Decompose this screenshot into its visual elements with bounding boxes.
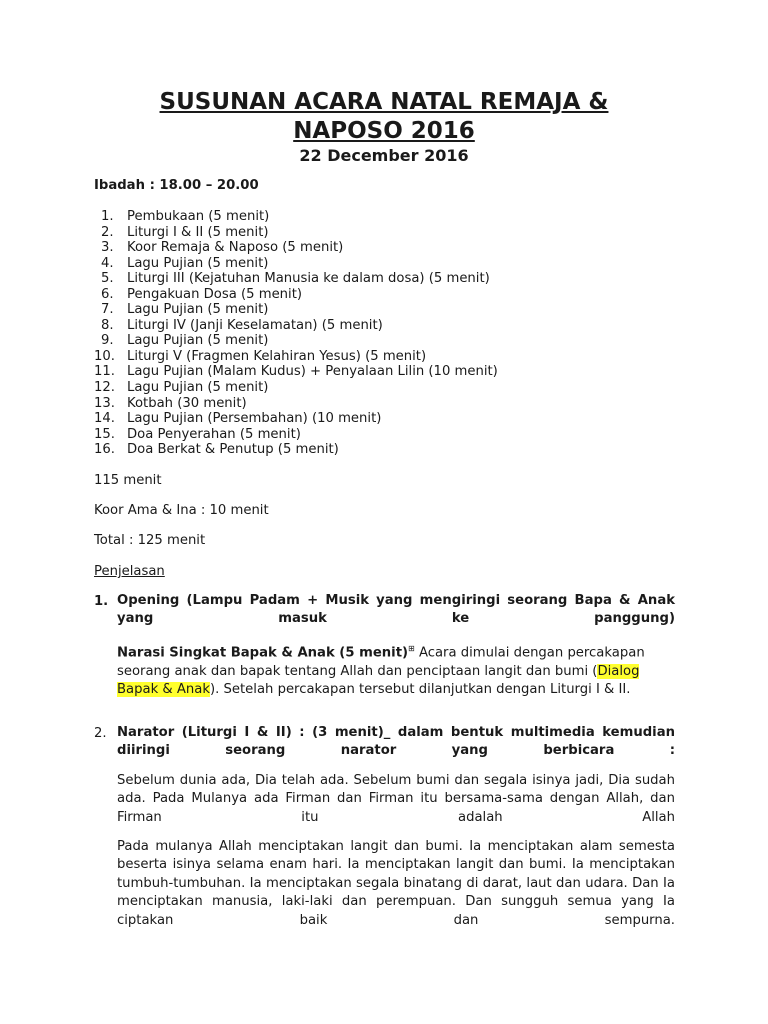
section1-number: 1.	[94, 594, 109, 609]
agenda-item-text: Liturgi III (Kejatuhan Manusia ke dalam dosa) (5 menit)	[127, 271, 490, 287]
agenda-item	[94, 302, 498, 318]
agenda-item-text: Kotbah (30 menit)	[127, 395, 247, 411]
agenda-item-text: Liturgi V (Fragmen Kelahiran Yesus) (5 menit)	[127, 348, 427, 364]
agenda-item-number: 6.	[101, 286, 114, 302]
agenda-item-text: Liturgi I & II (5 menit)	[127, 224, 269, 240]
agenda-list	[94, 209, 498, 458]
agenda-item	[94, 333, 498, 349]
agenda-item-text: Lagu Pujian (5 menit)	[127, 380, 269, 396]
section2-para-1-text: Sebelum dunia ada, Dia telah ada. Sebelum bumi dan segala isinya jadi, Dia sudah ada. Pada Mulanya ada Firman dan Firman itu bersama-sama dengan Allah, dan Firman itu adalah Allah	[117, 773, 675, 825]
agenda-item-text: Doa Penyerahan (5 menit)	[127, 426, 301, 442]
agenda-item-text: Lagu Pujian (Persembahan) (10 menit)	[127, 411, 382, 427]
agenda-item	[94, 225, 498, 241]
narasi-highlight: Dialog Bapak & Anak	[117, 663, 640, 698]
agenda-item	[94, 427, 498, 443]
section2-heading-a: Narator (Liturgi I & II) : (3 menit)	[117, 725, 384, 740]
subtotal-text: 115 menit	[94, 473, 162, 488]
narasi-text-b: ). Setelah percakapan tersebut dilanjutkan dengan Liturgi I & II.	[209, 682, 631, 698]
agenda-item	[94, 380, 498, 396]
section2-heading-b: dalam bentuk multimedia kemudian diiringi seorang narator yang berbicara :	[117, 725, 675, 759]
section2-para-1	[117, 772, 675, 827]
agenda-item-number: 13.	[94, 395, 115, 411]
agenda-item-text: Lagu Pujian (Malam Kudus) + Penyalaan Lilin (10 menit)	[127, 364, 498, 380]
document-title-line-1: SUSUNAN ACARA NATAL REMAJA &	[159, 89, 609, 115]
agenda-item-number: 4.	[101, 255, 114, 271]
section1-heading	[117, 592, 675, 629]
koor-text: Koor Ama & Ina : 10 menit	[94, 503, 269, 518]
agenda-item-number: 7.	[101, 302, 114, 318]
section1-heading-text: Opening (Lampu Padam + Musik yang mengiringi seorang Bapa & Anak yang masuk ke panggung)	[117, 593, 675, 627]
agenda-item-number: 3.	[101, 240, 114, 256]
total-text: Total : 125 menit	[94, 533, 206, 548]
agenda-item-text: Doa Berkat & Penutup (5 menit)	[127, 442, 339, 458]
agenda-item	[94, 318, 498, 334]
agenda-item-number: 14.	[94, 411, 115, 427]
agenda-item-number: 11.	[94, 364, 115, 380]
agenda-item-number: 5.	[101, 271, 114, 287]
section2-heading-mark: _	[383, 725, 391, 740]
document-date: 22 December 2016	[299, 146, 469, 165]
agenda-item-text: Lagu Pujian (5 menit)	[127, 255, 269, 271]
narasi-mark-icon: ⊞	[408, 644, 415, 653]
agenda-item-number: 10.	[94, 348, 115, 364]
agenda-item-number: 16.	[94, 442, 115, 458]
agenda-item-text: Pembukaan (5 menit)	[127, 209, 270, 224]
agenda-item-number: 1.	[101, 209, 114, 224]
agenda-item-text: Pengakuan Dosa (5 menit)	[127, 286, 303, 302]
agenda-item	[94, 271, 498, 287]
section2-heading	[117, 724, 675, 761]
agenda-item	[94, 209, 498, 225]
agenda-item	[94, 364, 498, 380]
agenda-item	[94, 411, 498, 427]
agenda-item-text: Liturgi IV (Janji Keselamatan) (5 menit)	[127, 317, 383, 333]
agenda-item-number: 15.	[94, 426, 115, 442]
section1-narasi	[117, 640, 675, 700]
document-title-line-2: NAPOSO 2016	[293, 118, 475, 144]
agenda-item-number: 8.	[101, 317, 114, 333]
agenda-item-text: Koor Remaja & Naposo (5 menit)	[127, 240, 344, 256]
agenda-item-text: Lagu Pujian (5 menit)	[127, 302, 269, 318]
agenda-item	[94, 240, 498, 256]
agenda-item	[94, 287, 498, 303]
agenda-item-number: 12.	[94, 380, 115, 396]
agenda-item	[94, 442, 498, 458]
penjelasan-heading: Penjelasan	[94, 564, 165, 579]
agenda-item-text: Lagu Pujian (5 menit)	[127, 333, 269, 349]
section2-number: 2.	[94, 726, 107, 741]
ibadah-time: Ibadah : 18.00 – 20.00	[94, 178, 259, 193]
agenda-item	[94, 349, 498, 365]
narasi-heading: Narasi Singkat Bapak & Anak (5 menit)	[117, 645, 409, 661]
agenda-item	[94, 396, 498, 412]
agenda-item	[94, 256, 498, 272]
agenda-item-number: 9.	[101, 333, 114, 349]
agenda-item-number: 2.	[101, 224, 114, 240]
section2-para-2-text: Pada mulanya Allah menciptakan langit dan bumi. Ia menciptakan alam semesta beserta isinya selama enam hari. Ia menciptakan langit dan bumi. Ia menciptakan tumbuh-tumbuhan. Ia menciptakan segala binatang di darat, laut dan udara. Dan Ia menciptakan manusia, laki-laki dan perempuan. Dan sungguh semua yang Ia ciptakan baik dan sempurna.	[117, 839, 675, 928]
section2-para-2	[117, 838, 675, 930]
narasi-text-a: Acara dimulai dengan percakapan seorang anak dan bapak tentang Allah dan penciptaan langit dan bumi (	[117, 645, 645, 679]
